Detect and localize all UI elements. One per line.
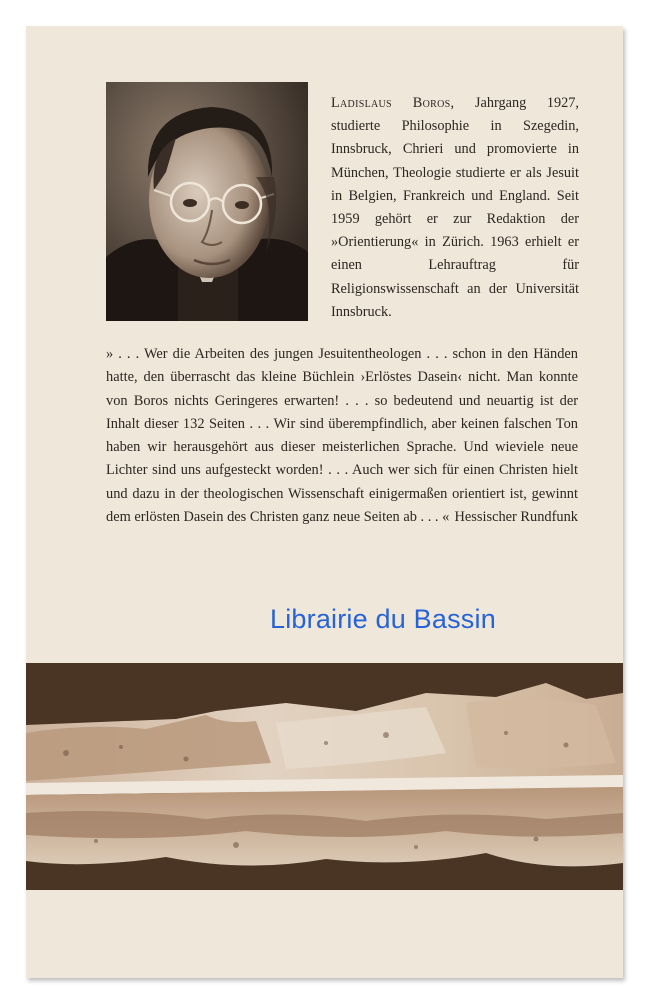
author-name: Ladislaus Boros, bbox=[331, 95, 455, 111]
biography-text: Jahrgang 1927, studierte Philosophie in Szegedin, Innsbruck, Chrieri und promovierte in München, Theologie studierte er als Jesuit in Belgien, Frankreich und England. Seit 1959 gehört er zur Redaktion der »Orientierung« in Zürich. 1963 erhielt er einen Lehrauftrag für Religionswissenschaft an der Universität Innsbruck. bbox=[331, 95, 580, 320]
author-biography bbox=[331, 92, 579, 324]
press-quote bbox=[106, 343, 578, 529]
decorative-artwork-band bbox=[26, 663, 623, 890]
quote-text: » . . . Wer die Arbeiten des jungen Jesuitentheologen . . . schon in den Händen hatte, den überrascht das kleine Büchlein ›Erlöstes Dasein‹ nicht. Man konnte von Boros nichts Geringeres erwarten! . . . so bedeutend und neuartig ist der Inhalt dieser 132 Seiten . . . Wir sind überempfindlich, aber keinen falschen Ton haben wir herausgehört aus dieser meisterlichen Sprache. Und wieviele neue Lichter sind uns aufgesteckt worden! . . . Auch wer sich für einen Christen hielt und dazu in der theologischen Wissenschaft einigermaßen orientiert ist, gewinnt dem erlösten Dasein des Christen ganz neue Seiten ab . . . « bbox=[106, 346, 578, 526]
quote-source: Hessischer Rundfunk bbox=[454, 509, 578, 526]
book-back-cover bbox=[26, 26, 623, 978]
seller-watermark: Librairie du Bassin bbox=[270, 604, 496, 634]
author-portrait bbox=[106, 82, 308, 321]
